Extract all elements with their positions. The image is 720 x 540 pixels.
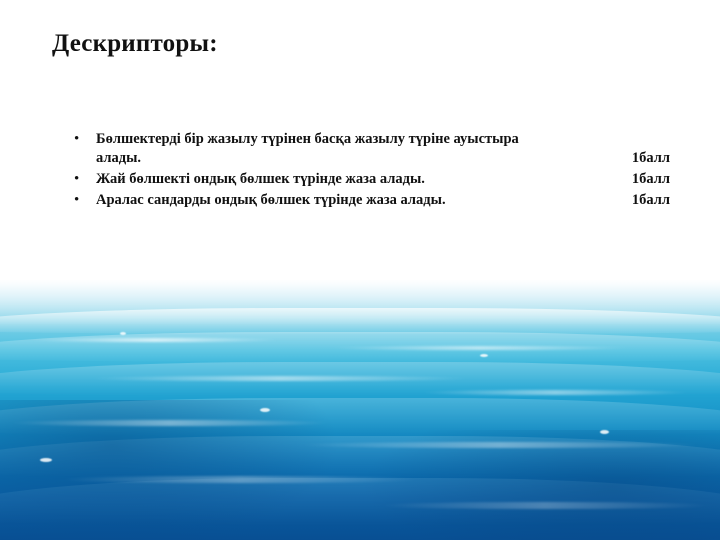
- water-sparkle: [260, 408, 270, 412]
- list-item: [70, 170, 670, 189]
- list-item-body: [96, 130, 670, 168]
- list-item-label-continued: алады.: [96, 150, 142, 166]
- bullet-marker-icon: •: [74, 192, 80, 208]
- score-badge: 1балл: [631, 192, 670, 208]
- list-item-label: Жай бөлшекті ондық бөлшек түрінде жаза алады.: [96, 171, 425, 187]
- score-badge: 1балл: [631, 171, 670, 187]
- wave-crest: [90, 376, 470, 381]
- bullet-marker-icon: •: [74, 171, 80, 187]
- wave-crest: [10, 420, 330, 426]
- bullet-marker-icon: •: [74, 131, 80, 147]
- water-sparkle: [40, 458, 52, 462]
- wave-crest: [60, 476, 420, 483]
- wave-crest: [330, 346, 630, 350]
- wave-crest: [420, 390, 690, 395]
- list-item: [70, 191, 670, 210]
- list-item: [70, 130, 670, 168]
- water-sparkle: [120, 332, 126, 335]
- list-item-body: [96, 191, 670, 210]
- water-sparkle: [480, 354, 488, 357]
- ocean-water-photo: [0, 280, 720, 540]
- wave-crest: [300, 442, 700, 448]
- wave-crest: [30, 338, 280, 342]
- page-title: Дескрипторы:: [52, 30, 218, 57]
- list-item-label: Бөлшектерді бір жазылу түрінен басқа жазылу түріне ауыстыра: [96, 131, 519, 147]
- horizon-haze: [0, 280, 720, 326]
- descriptor-list: [70, 130, 670, 212]
- list-item-label: Аралас сандарды ондық бөлшек түрінде жаза алады.: [96, 192, 446, 208]
- water-sparkle: [600, 430, 609, 434]
- list-item-body: [96, 170, 670, 189]
- wave-crest: [380, 502, 710, 509]
- score-badge: 1балл: [631, 150, 670, 166]
